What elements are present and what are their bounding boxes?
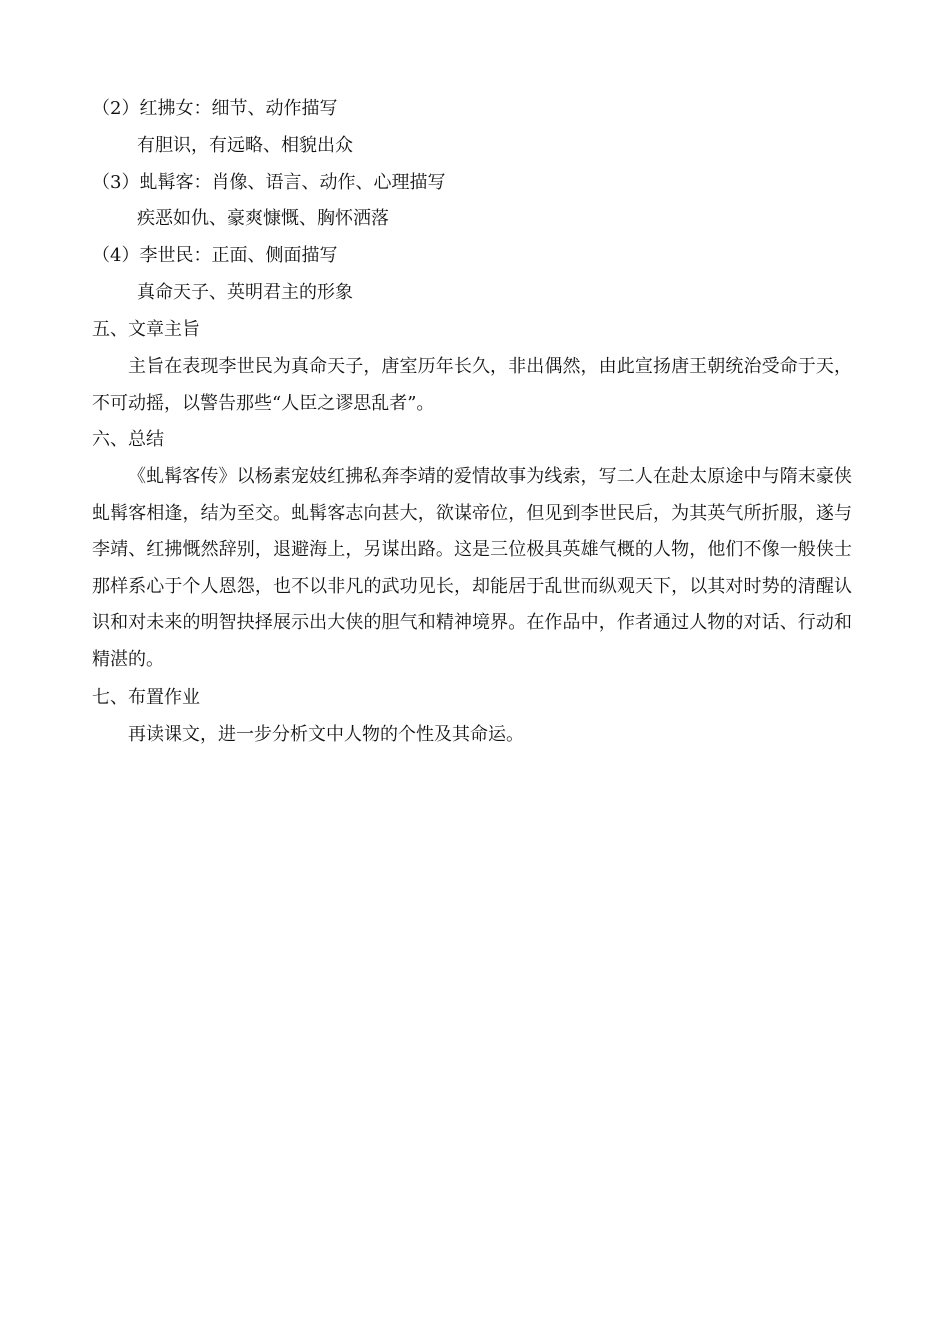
section-5-body: 主旨在表现李世民为真命天子，唐室历年长久，非出偶然，由此宣扬唐王朝统治受命于天，不可动摇，以警告那些“人臣之谬思乱者”。 [92,356,852,414]
item-lishimin-desc: 真命天子、英明君主的形象 [137,282,353,303]
item-hongfunv-desc: 有胆识，有远略、相貌出众 [137,135,353,156]
section-6-body: 《虬髯客传》以杨素宠妓红拂私奔李靖的爱情故事为线索，写二人在赴太原途中与隋末豪侠虬髯客相逢，结为至交。虬髯客志向甚大，欲谋帝位，但见到李世民后，为其英气所折服，遂与李靖、红拂慨然辞别，退避海上，另谋出路。这是三位极具英雄气概的人物，他们不像一般侠士那样系心于个人恩怨，也不以非凡的武功见长，却能居于乱世而纵观天下，以其对时势的清醒认识和对未来的明智抉择展示出大侠的胆气和精神境界。在作品中，作者通过人物的对话、行动和精湛的。 [92,466,852,670]
section-5-heading: 五、文章主旨 [92,319,200,340]
section-7-heading: 七、布置作业 [92,687,200,708]
item-hongfunv-label: （2）红拂女：细节、动作描写 [92,98,338,119]
section-6-heading: 六、总结 [92,429,164,450]
item-qiuranke-label: （3）虬髯客：肖像、语言、动作、心理描写 [92,172,446,193]
item-qiuranke-desc: 疾恶如仇、豪爽慷慨、胸怀洒落 [137,208,389,229]
section-7-body: 再读课文，进一步分析文中人物的个性及其命运。 [128,724,524,745]
item-lishimin-label: （4）李世民：正面、侧面描写 [92,245,338,266]
